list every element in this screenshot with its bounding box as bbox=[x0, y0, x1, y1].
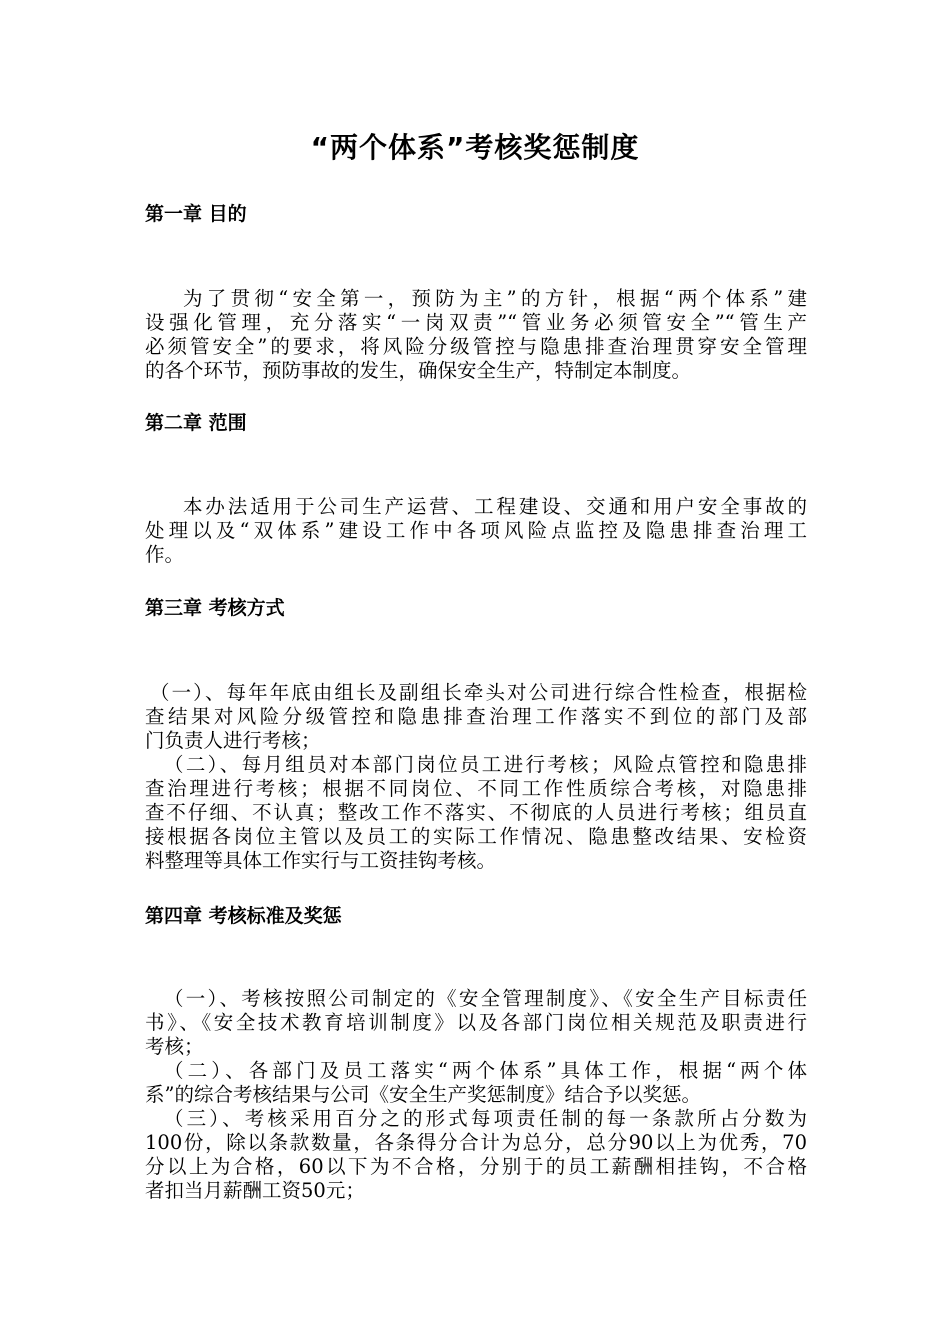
chapter-1-line-4: 的各个环节，预防事故的发生，确保安全生产，特制定本制度。 bbox=[145, 359, 692, 382]
document-title: “两个体系”考核奖惩制度 bbox=[310, 131, 640, 164]
chapter-4-line-6: （三）、考核采用百分之的形式每项责任制的每一条款所占分数为 bbox=[164, 1107, 807, 1130]
chapter-3-line-2: 查结果对风险分级管控和隐患排查治理工作落实不到位的部门及部 bbox=[145, 705, 807, 728]
chapter-1-line-1: 为了贯彻“安全第一，预防为主”的方针，根据“两个体系”建 bbox=[183, 287, 807, 310]
chapter-2-line-2: 处理以及“双体系”建设工作中各项风险点监控及隐患排查治理工 bbox=[145, 519, 807, 542]
chapter-3-line-1: （一）、每年年底由组长及副组长牵头对公司进行综合性检查，根据检 bbox=[150, 681, 807, 704]
chapter-4-line-1: （一）、考核按照公司制定的《安全管理制度》、《安全生产目标责任 bbox=[164, 987, 807, 1010]
chapter-2-heading: 第二章 范围 bbox=[145, 412, 247, 434]
chapter-4-line-2: 书》、《安全技术教育培训制度》以及各部门岗位相关规范及职责进行 bbox=[145, 1011, 807, 1034]
chapter-4-line-4: （二）、各部门及员工落实“两个体系”具体工作，根据“两个体 bbox=[164, 1059, 807, 1082]
chapter-1-heading: 第一章 目的 bbox=[145, 203, 247, 225]
chapter-4-heading: 第四章 考核标准及奖惩 bbox=[145, 905, 342, 927]
chapter-2-line-1: 本办法适用于公司生产运营、工程建设、交通和用户安全事故的 bbox=[183, 495, 807, 518]
chapter-1-line-2: 设强化管理，充分落实“一岗双责”“管业务必须管安全”“管生产 bbox=[145, 311, 807, 334]
chapter-1-line-3: 必须管安全”的要求，将风险分级管控与隐患排查治理贯穿安全管理 bbox=[145, 335, 807, 358]
chapter-2-line-3: 作。 bbox=[145, 543, 185, 566]
chapter-4-line-9: 者扣当月薪酬工资50元； bbox=[145, 1179, 365, 1202]
chapter-4-line-8: 分以上为合格，60以下为不合格，分别于的员工薪酬相挂钩，不合格 bbox=[145, 1155, 807, 1178]
chapter-4-line-3: 考核； bbox=[145, 1035, 204, 1058]
chapter-3-heading: 第三章 考核方式 bbox=[145, 597, 285, 619]
chapter-3-line-3: 门负责人进行考核； bbox=[145, 729, 321, 752]
chapter-3-line-4: （二）、每月组员对本部门岗位员工进行考核；风险点管控和隐患排 bbox=[164, 753, 807, 776]
chapter-4-line-5: 系”的综合考核结果与公司《安全生产奖惩制度》结合予以奖惩。 bbox=[145, 1083, 701, 1106]
chapter-4-line-7: 100份，除以条款数量，各条得分合计为总分，总分90以上为优秀，70 bbox=[145, 1131, 807, 1154]
chapter-3-line-8: 料整理等具体工作实行与工资挂钩考核。 bbox=[145, 849, 497, 872]
chapter-3-line-7: 接根据各岗位主管以及员工的实际工作情况、隐患整改结果、安检资 bbox=[145, 825, 807, 848]
chapter-3-line-5: 查治理进行考核；根据不同岗位、不同工作性质综合考核，对隐患排 bbox=[145, 777, 807, 800]
chapter-3-line-6: 查不仔细、不认真；整改工作不落实、不彻底的人员进行考核；组员直 bbox=[145, 801, 807, 824]
